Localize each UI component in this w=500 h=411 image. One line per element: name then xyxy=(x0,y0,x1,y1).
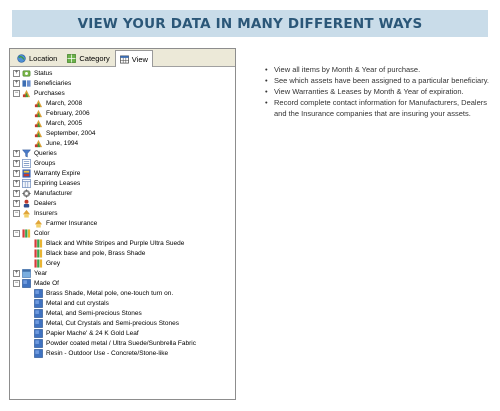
beneficiaries-icon xyxy=(22,79,31,88)
expand-toggle[interactable]: + xyxy=(14,79,19,86)
tree-child-label: Metal, and Semi-precious Stones xyxy=(46,309,142,317)
tree-child-label: September, 2004 xyxy=(46,129,96,137)
feature-bullet: • View all items by Month & Year of purchase. xyxy=(264,64,490,75)
tree-child-node[interactable] xyxy=(10,288,235,298)
funnel-icon xyxy=(22,149,31,158)
page-banner xyxy=(12,10,488,37)
tree-node[interactable] xyxy=(10,188,235,198)
tree-child-node[interactable] xyxy=(10,338,235,348)
status-icon xyxy=(22,69,31,78)
tree-child-label: March, 2008 xyxy=(46,99,83,107)
tab-location[interactable] xyxy=(12,51,62,66)
banner-title: VIEW YOUR DATA IN MANY DIFFERENT WAYS xyxy=(77,15,423,32)
tree-node-label: Beneficiaries xyxy=(34,79,72,87)
tree-node-label: Expiring Leases xyxy=(34,179,81,187)
tree-child-label: Papier Mache' & 24 K Gold Leaf xyxy=(46,329,139,337)
tree-child-node[interactable] xyxy=(10,248,235,258)
tree-node[interactable] xyxy=(10,198,235,208)
child-purchases-icon xyxy=(34,119,43,128)
tree-panel xyxy=(9,48,236,400)
material-icon xyxy=(22,279,31,288)
insurer-icon xyxy=(22,209,31,218)
groups-icon xyxy=(22,159,31,168)
expand-toggle[interactable]: + xyxy=(14,159,19,166)
child-material-icon xyxy=(34,289,43,298)
tab-location-label: Location xyxy=(29,54,58,63)
child-color-icon xyxy=(34,249,43,258)
tree-child-node[interactable] xyxy=(10,108,235,118)
expand-toggle[interactable]: + xyxy=(14,69,19,76)
tree-node[interactable] xyxy=(10,228,235,238)
color-icon xyxy=(22,229,31,238)
tree-child-node[interactable] xyxy=(10,348,235,358)
tab-bar xyxy=(10,49,235,67)
child-material-icon xyxy=(34,329,43,338)
tree-child-label: Metal and cut crystals xyxy=(46,299,109,307)
tab-category[interactable] xyxy=(62,51,114,66)
lease-icon xyxy=(22,179,31,188)
collapse-toggle[interactable]: − xyxy=(14,279,19,286)
year-icon xyxy=(22,269,31,278)
manufacturer-icon xyxy=(22,189,31,198)
tree-child-label: February, 2006 xyxy=(46,109,90,117)
child-material-icon xyxy=(34,349,43,358)
tree-child-label: March, 2005 xyxy=(46,119,83,127)
tree-child-node[interactable] xyxy=(10,308,235,318)
tree-node-label: Warranty Expire xyxy=(34,169,81,177)
view-table-icon xyxy=(120,55,129,64)
tab-view[interactable] xyxy=(115,50,153,67)
tree-child-node[interactable] xyxy=(10,98,235,108)
tree-child-node[interactable] xyxy=(10,128,235,138)
tree-node-label: Purchases xyxy=(34,89,65,97)
tree-node-label: Status xyxy=(34,69,53,77)
tree-node[interactable] xyxy=(10,208,235,218)
expand-toggle[interactable]: + xyxy=(14,189,19,196)
collapse-toggle[interactable]: − xyxy=(14,229,19,236)
tree-child-label: Metal, Cut Crystals and Semi-precious Stones xyxy=(46,319,179,327)
tree-child-label: Powder coated metal / Ultra Suede/Sunbrella Fabric xyxy=(46,339,196,347)
child-purchases-icon xyxy=(34,139,43,148)
tree-child-label: Farmer Insurance xyxy=(46,219,98,227)
tree-child-label: Black base and pole, Brass Shade xyxy=(46,249,146,257)
tree-child-label: Brass Shade, Metal pole, one-touch turn on. xyxy=(46,289,174,297)
child-purchases-icon xyxy=(34,99,43,108)
tree-child-label: Grey xyxy=(46,259,61,267)
tree-child-node[interactable] xyxy=(10,118,235,128)
tree-node-label: Insurers xyxy=(34,209,58,217)
tree-child-node[interactable] xyxy=(10,318,235,328)
child-material-icon xyxy=(34,309,43,318)
tree-node-label: Color xyxy=(34,229,50,237)
tree-node-label: Dealers xyxy=(34,199,57,207)
tree-child-node[interactable] xyxy=(10,328,235,338)
tab-category-label: Category xyxy=(79,54,110,63)
tree-node[interactable] xyxy=(10,278,235,288)
child-color-icon xyxy=(34,259,43,268)
tree-node-label: Queries xyxy=(34,149,57,157)
warranty-icon xyxy=(22,169,31,178)
tree-child-label: Black and White Stripes and Purple Ultra Suede xyxy=(46,239,185,247)
tree-node-label: Manufacturer xyxy=(34,189,73,197)
tree-node[interactable] xyxy=(10,168,235,178)
expand-toggle[interactable]: + xyxy=(14,269,19,276)
tree-child-node[interactable] xyxy=(10,218,235,228)
tree-child-label: June, 1994 xyxy=(46,139,79,147)
category-grid-icon xyxy=(67,54,76,63)
collapse-toggle[interactable]: − xyxy=(14,89,19,96)
tab-view-label: View xyxy=(131,54,148,64)
tree-node-label: Made Of xyxy=(34,279,59,287)
tree-node[interactable] xyxy=(10,268,235,278)
collapse-toggle[interactable]: − xyxy=(14,209,19,216)
expand-toggle[interactable]: + xyxy=(14,199,19,206)
expand-toggle[interactable]: + xyxy=(14,179,19,186)
tree-child-node[interactable] xyxy=(10,138,235,148)
purchases-icon xyxy=(22,89,31,98)
child-material-icon xyxy=(34,299,43,308)
tree-node-label: Year xyxy=(34,269,48,277)
child-purchases-icon xyxy=(34,109,43,118)
tree-node[interactable] xyxy=(10,78,235,88)
tree-child-node[interactable] xyxy=(10,258,235,268)
child-color-icon xyxy=(34,239,43,248)
tree-child-node[interactable] xyxy=(10,238,235,248)
feature-bullet: • See which assets have been assigned to a particular beneficiary. xyxy=(264,75,490,86)
feature-bullet: • Record complete contact information for Manufacturers, Dealers and the Insurance companies that are insuring your assets. xyxy=(264,97,490,119)
globe-icon xyxy=(17,54,26,63)
expand-toggle[interactable]: + xyxy=(14,149,19,156)
child-purchases-icon xyxy=(34,129,43,138)
tree-node[interactable] xyxy=(10,158,235,168)
tree-node[interactable] xyxy=(10,148,235,158)
view-tree xyxy=(10,67,235,358)
child-insurer-icon xyxy=(34,219,43,228)
tree-node[interactable] xyxy=(10,88,235,98)
child-material-icon xyxy=(34,319,43,328)
child-material-icon xyxy=(34,339,43,348)
tree-node[interactable] xyxy=(10,68,235,78)
expand-toggle[interactable]: + xyxy=(14,169,19,176)
tree-node-label: Groups xyxy=(34,159,56,167)
feature-list xyxy=(264,64,490,119)
dealer-icon xyxy=(22,199,31,208)
tree-node[interactable] xyxy=(10,178,235,188)
tree-child-label: Resin - Outdoor Use - Concrete/Stone-like xyxy=(46,349,169,357)
tree-child-node[interactable] xyxy=(10,298,235,308)
feature-bullet: • View Warranties & Leases by Month & Year of expiration. xyxy=(264,86,490,97)
